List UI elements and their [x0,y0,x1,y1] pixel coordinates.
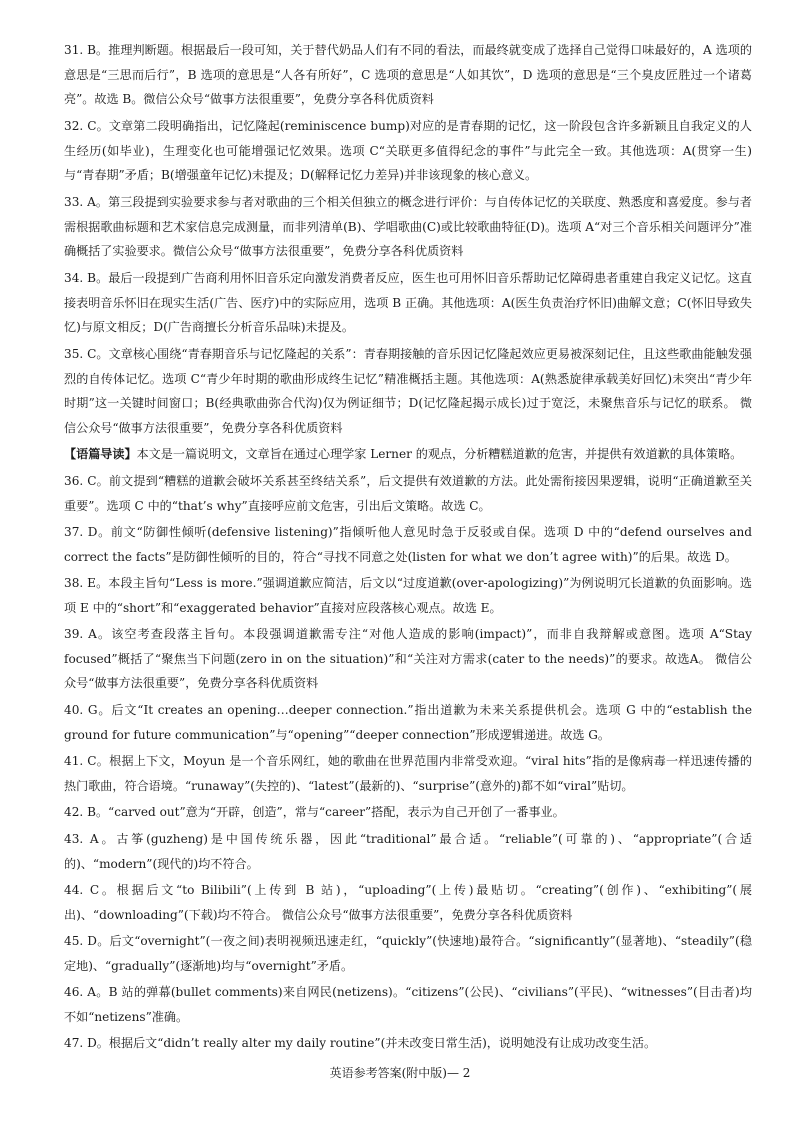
answer-42: 42. B。“carved out”意为“开辟，创造”，常与“career”搭配，表示为自己开创了一番事业。 [64,805,565,819]
page-footer: 英语参考答案(附中版)— 2 [329,1066,471,1080]
discourse-guide [64,442,752,467]
guide-label: 【语篇导读】 [64,447,137,461]
answer-39: 39. A。该空考查段落主旨句。本段强调道歉需专注“对他人造成的影响(impact)”，而非自我辩解或意图。选项 A“Stay focused”概括了“聚焦当下问题(zero in on the situation)”和“关注对方需求(cater to the needs)”的要求。故选A。 微信公众号“做事方法很重要”，免费分享各科优质资料 [64,627,752,690]
answer-34: 34. B。最后一段提到广告商利用怀旧音乐定向激发消费者反应，医生也可用怀旧音乐帮助记忆障碍患者重建自我定义记忆。这直接表明音乐怀旧在现实生活(广告、医疗)中的实际应用，选项 B 正确。其他选项：A(医生负责治疗怀旧)曲解文意；C(怀旧导致失忆)与原文相反；D(广告商擅长分析音乐品味)未提及。 [64,271,752,334]
answer-35: 35. C。文章核心围绕“青春期音乐与记忆隆起的关系”：青春期接触的音乐因记忆隆起效应更易被深刻记住，且这些歌曲能触发强烈的自传体记忆。选项 C“青少年时期的歌曲形成终生记忆”精准概括主题。其他选项：A(熟悉旋律承载美好回忆)未突出“青少年时期”这一关键时间窗口；B(经典歌曲弥合代沟)仅为例证细节；D(记忆隆起揭示成长)过于宽泛，未聚焦音乐与记忆的联系。 微信公众号“做事方法很重要”，免费分享各科优质资料 [64,347,752,435]
answer-40: 40. G。后文“It creates an opening…deeper connection.”指出道歉为未来关系提供机会。选项 G 中的“establish the ground for future communication”与“opening”“deeper connection”形成逻辑递进。故选 G。 [64,703,752,742]
answer-44: 44. C。根据后文“to Bilibili”(上传到 B 站)，“uploading”(上传)最贴切。“creating”(创作)、“exhibiting”(展出)、“downloading”(下载)均不符合。 微信公众号“做事方法很重要”，免费分享各科优质资料 [64,883,752,922]
answer-37: 37. D。前文“防御性倾听(defensive listening)”指倾听他人意见时急于反驳或自保。选项 D 中的“defend ourselves and correct the facts”是防御性倾听的目的，符合“寻找不同意之处(listen for what we don’t agree with)”的后果。故选 D。 [64,525,752,564]
answer-36: 36. C。前文提到“糟糕的道歉会破坏关系甚至终结关系”，后文提供有效道歉的方法。此处需衔接因果逻辑，说明“正确道歉至关重要”。选项 C 中的“that’s why”直接呼应前文危害，引出后文策略。故选 C。 [64,474,752,513]
answer-45: 45. D。后文“overnight”(一夜之间)表明视频迅速走红，“quickly”(快速地)最符合。“significantly”(显著地)、“steadily”(稳定地)、“gradually”(逐渐地)均与“overnight”矛盾。 [64,934,752,973]
answer-47: 47. D。根据后文“didn’t really alter my daily routine”(并未改变日常生活)，说明她没有让成功改变生活。 [64,1036,657,1050]
answer-41: 41. C。根据上下文，Moyun 是一个音乐网红，她的歌曲在世界范围内非常受欢迎。“viral hits”指的是像病毒一样迅速传播的热门歌曲，符合语境。“runaway”(失控的)、“latest”(最新的)、“surprise”(意外的)都不如“viral”贴切。 [64,754,752,793]
answer-46: 46. A。B 站的弹幕(bullet comments)来自网民(netizens)。“citizens”(公民)、“civilians”(平民)、“witnesses”(目击者)均不如“netizens”准确。 [64,985,752,1024]
answer-43: 43. A。古筝(guzheng)是中国传统乐器，因此“traditional”最合适。“reliable”(可靠的)、“appropriate”(合适的)、“modern”(现代的)均不符合。 [64,832,752,871]
answer-31: 31. B。推理判断题。根据最后一段可知，关于替代奶品人们有不同的看法，而最终就变成了选择自己觉得口味最好的，A 选项的意思是“三思而后行”，B 选项的意思是“人各有所好”，C 选项的意思是“人如其饮”，D 选项的意思是“三个臭皮匠胜过一个诸葛亮”。故选 B。微信公众号“做事方法很重要”，免费分享各科优质资料 [64,43,752,106]
answer-33: 33. A。第三段提到实验要求参与者对歌曲的三个相关但独立的概念进行评价：与自传体记忆的关联度、熟悉度和喜爱度。参与者需根据歌曲标题和艺术家信息完成测量，而非列清单(B)、学唱歌曲(C)或比较歌曲特征(D)。选项 A“对三个音乐相关问题评分”准确概括了实验要求。微信公众号“做事方法很重要”，免费分享各科优质资料 [64,195,752,258]
answer-38: 38. E。本段主旨句“Less is more.”强调道歉应简洁，后文以“过度道歉(over-apologizing)”为例说明冗长道歉的负面影响。选项 E 中的“short”和“exaggerated behavior”直接对应段落核心观点。故选 E。 [64,576,752,615]
answer-32: 32. C。文章第二段明确指出，记忆隆起(reminiscence bump)对应的是青春期的记忆，这一阶段包含许多新颖且自我定义的人生经历(如毕业)，生理变化也可能增强记忆效果。选项 C“关联更多值得纪念的事件”与此完全一致。其他选项：A(贯穿一生)与“青春期”矛盾；B(增强童年记忆)未提及；D(解释记忆力差异)并非该现象的核心意义。 [64,119,752,182]
guide-text: 本文是一篇说明文，文章旨在通过心理学家 Lerner 的观点，分析糟糕道歉的危害，并提供有效道歉的具体策略。 [136,447,743,461]
